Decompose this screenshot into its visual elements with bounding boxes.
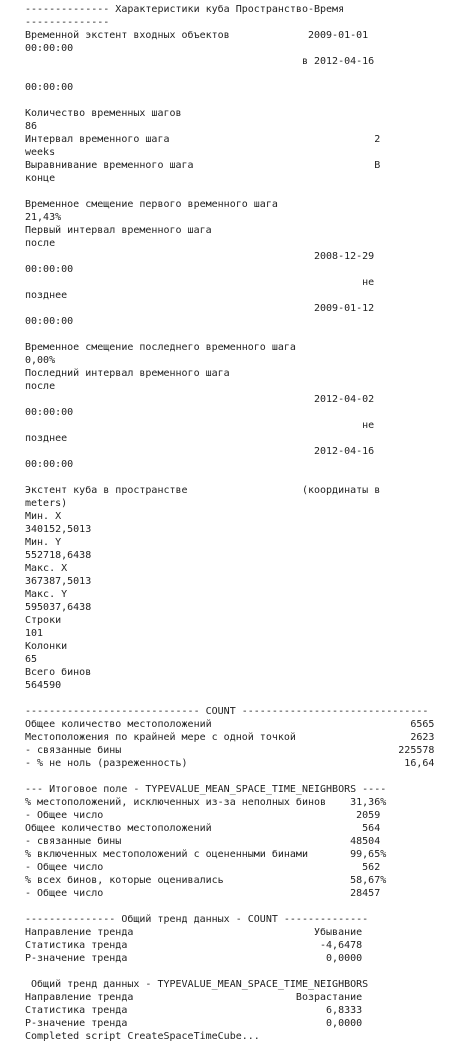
console-line: Статистика тренда -4,6478 [25, 940, 363, 951]
console-line: 2012-04-16 [25, 446, 375, 457]
console-line: Статистика тренда 6,8333 [25, 1005, 363, 1016]
console-line: 65 [25, 654, 38, 665]
console-line: 00:00:00 [25, 316, 74, 327]
console-line: % местоположений, исключенных из-за неполных бинов 31,36% [25, 797, 387, 808]
console-line: - связанные бины 48504 [25, 836, 381, 847]
console-line: --------------- Общий тренд данных - COUNT -------------- [25, 914, 369, 925]
console-line: Направление тренда Возрастание [25, 992, 363, 1003]
console-line: Мин. X [25, 511, 62, 522]
console-line: 595037,6438 [25, 602, 92, 613]
console-line: Строки [25, 615, 62, 626]
console-line: Последний интервал временного шага [25, 368, 230, 379]
console-line: Временное смещение первого временного шага [25, 199, 278, 210]
console-line [25, 900, 456, 913]
console-line: % включенных местоположений с оцененными бинами 99,65% [25, 849, 387, 860]
console-line: --- Итоговое поле - TYPEVALUE_MEAN_SPACE_TIME_NEIGHBORS ---- [25, 784, 387, 795]
console-line: Временной экстент входных объектов 2009-01-01 [25, 30, 369, 41]
console-line: 00:00:00 [25, 82, 74, 93]
console-line: Местоположения по крайней мере с одной точкой 2623 [25, 732, 435, 743]
console-line [25, 471, 456, 484]
console-line [25, 692, 456, 705]
console-line: 21,43% [25, 212, 62, 223]
console-line: - Общее число 28457 [25, 888, 381, 899]
console-line: weeks [25, 147, 56, 158]
console-line: Общее количество местоположений 564 [25, 823, 381, 834]
console-line: - Общее число 2059 [25, 810, 381, 821]
console-line: -------------- Характеристики куба Пространство-Время [25, 4, 345, 15]
console-line: 101 [25, 628, 44, 639]
console-line: ----------------------------- COUNT ------------------------------- [25, 706, 429, 717]
console-line: после [25, 238, 56, 249]
console-line: Выравнивание временного шага В [25, 160, 381, 171]
console-line: после [25, 381, 56, 392]
console-line: -------------- [25, 17, 110, 28]
console-line: 2012-04-02 [25, 394, 375, 405]
console-line: позднее [25, 290, 68, 301]
console-line: Completed script CreateSpaceTimeCube... [25, 1031, 260, 1042]
console-line [25, 965, 456, 978]
console-line: P-значение тренда 0,0000 [25, 953, 363, 964]
console-line: 86 [25, 121, 38, 132]
console-line: 340152,5013 [25, 524, 92, 535]
console-line: Мин. Y [25, 537, 62, 548]
console-line [25, 770, 456, 783]
console-line: Интервал временного шага 2 [25, 134, 381, 145]
console-line: Макс. X [25, 563, 68, 574]
console-line: Общий тренд данных - TYPEVALUE_MEAN_SPACE_TIME_NEIGHBORS [25, 979, 369, 990]
console-line: Временное смещение последнего временного шага [25, 342, 296, 353]
console-line: - связанные бины 225578 [25, 745, 435, 756]
console-line: 552718,6438 [25, 550, 92, 561]
console-line [25, 94, 456, 107]
console-line: в 2012-04-16 [25, 56, 375, 67]
console-line: P-значение тренда 0,0000 [25, 1018, 363, 1029]
console-line: - % не ноль (разреженность) 16,64 [25, 758, 435, 769]
console-line: 367387,5013 [25, 576, 92, 587]
console-line: Первый интервал временного шага [25, 225, 212, 236]
console-line: Количество временных шагов [25, 108, 182, 119]
console-line [25, 68, 456, 81]
console-line: 00:00:00 [25, 43, 74, 54]
console-line: позднее [25, 433, 68, 444]
console-line: 2008-12-29 [25, 251, 375, 262]
console-line: 0,00% [25, 355, 56, 366]
console-line: Колонки [25, 641, 68, 652]
console-line: 00:00:00 [25, 459, 74, 470]
console-line: не [25, 277, 375, 288]
console-line: Направление тренда Убывание [25, 927, 363, 938]
geoprocessing-messages-output [25, 3, 456, 1043]
console-line: не [25, 420, 375, 431]
console-line: 00:00:00 [25, 407, 74, 418]
console-line: Макс. Y [25, 589, 68, 600]
console-line [25, 185, 456, 198]
console-line: Всего бинов [25, 667, 92, 678]
console-line: Общее количество местоположений 6565 [25, 719, 435, 730]
console-line: 00:00:00 [25, 264, 74, 275]
console-line [25, 328, 456, 341]
console-line: 564590 [25, 680, 62, 691]
console-line: конце [25, 173, 56, 184]
console-line: % всех бинов, которые оценивались 58,67% [25, 875, 387, 886]
console-line: - Общее число 562 [25, 862, 381, 873]
console-line: Экстент куба в пространстве (координаты в [25, 485, 381, 496]
console-line: 2009-01-12 [25, 303, 375, 314]
console-line: meters) [25, 498, 68, 509]
